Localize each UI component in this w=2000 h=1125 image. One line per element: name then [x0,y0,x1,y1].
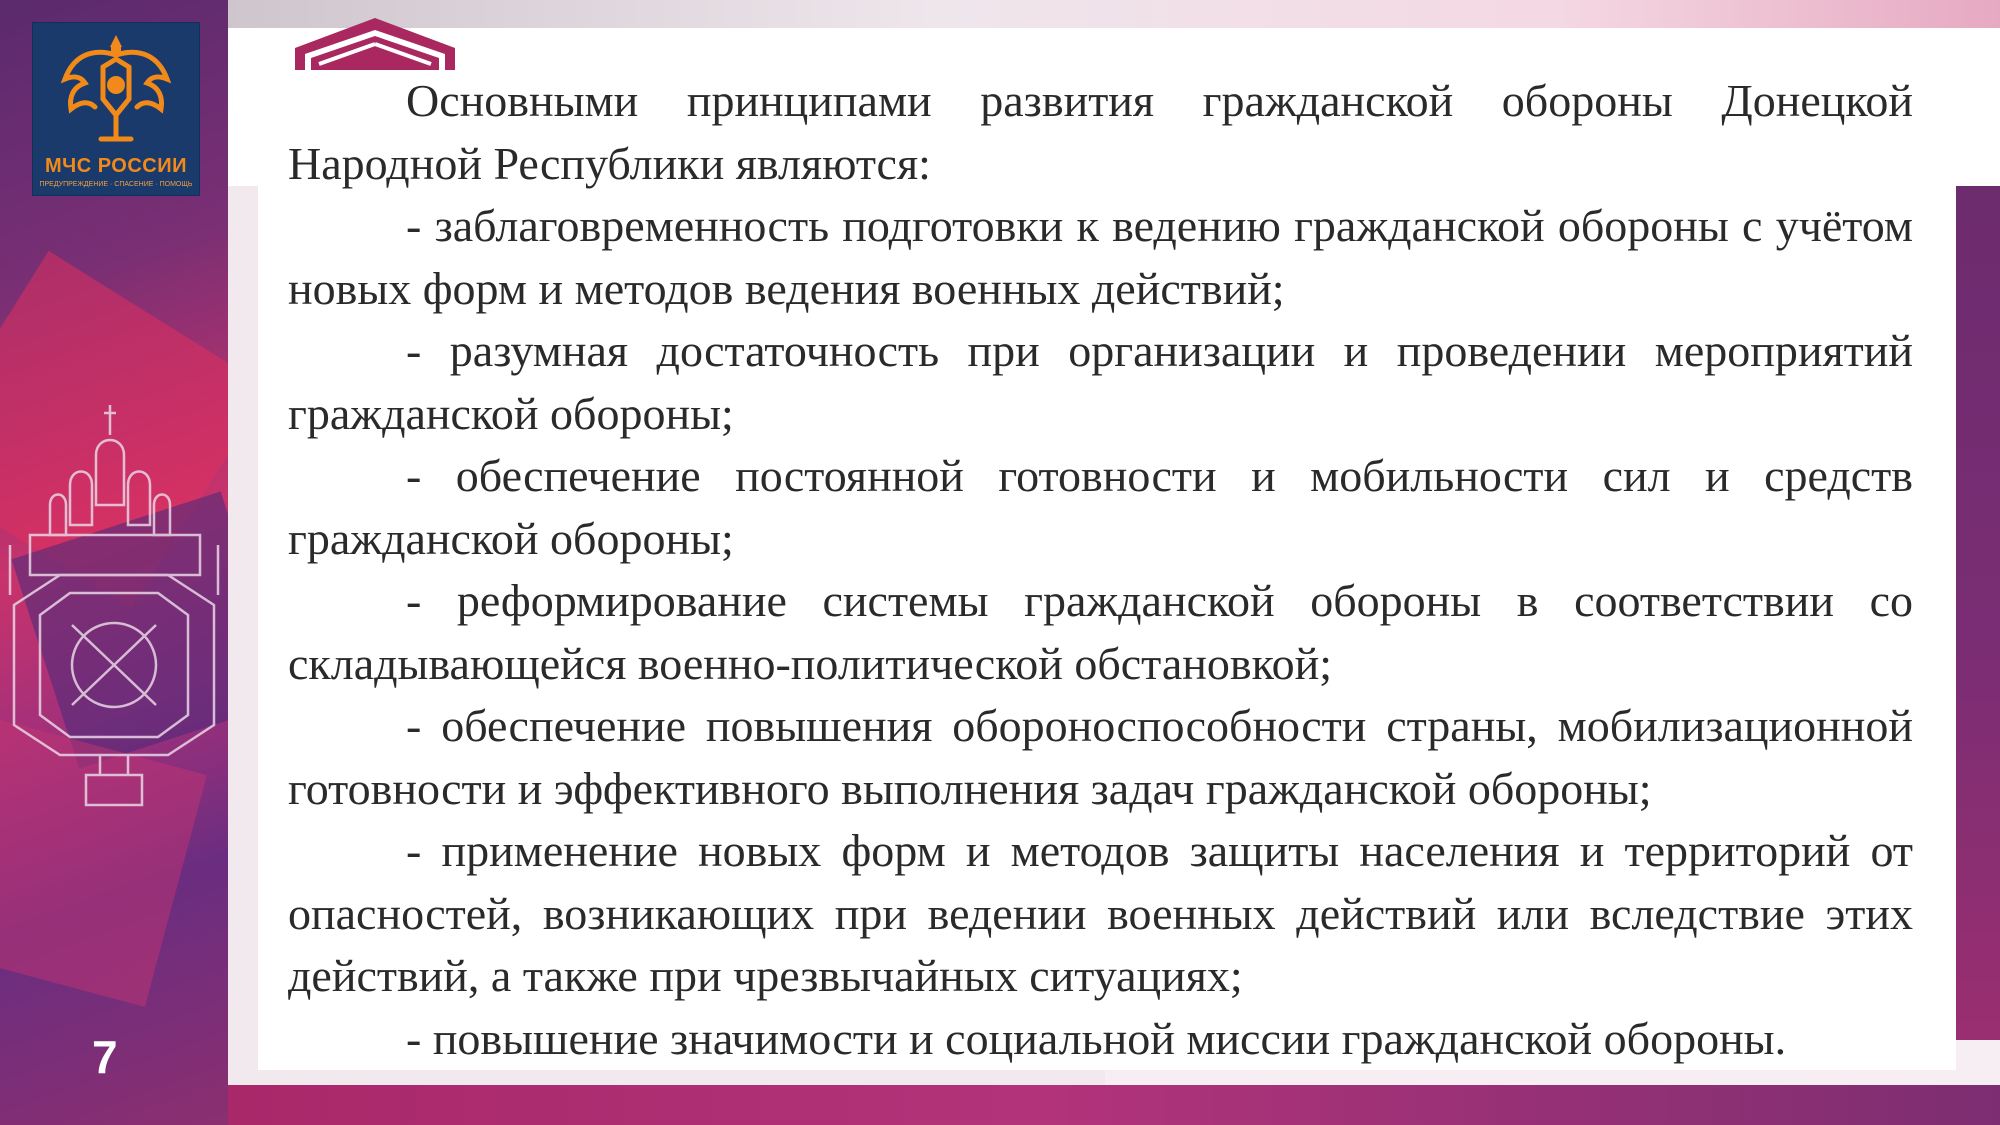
list-item: - обеспечение повышения обороноспособности страны, мобилизационной готовности и эффективного выполнения задач гражданской обороны; [288,700,1913,814]
mchs-logo [32,22,200,196]
list-item: - разумная достаточность при организации и проведении мероприятий гражданской обороны; [288,325,1913,439]
kremlin-outline-icon [0,395,228,815]
right-decor-band [1956,185,2000,1125]
document-body [288,70,1913,1070]
list-item: - применение новых форм и методов защиты населения и территорий от опасностей, возникающих при ведении военных действий или вследствие этих действий, а также при чрезвычайных ситуациях; [288,825,1913,1001]
logo-brand-text: МЧС РОССИИ [45,155,187,177]
list-item: - реформирование системы гражданской обороны в соответствии со складывающейся военно-политической обстановкой; [288,575,1913,689]
list-item: - обеспечение постоянной готовности и мобильности сил и средств гражданской обороны; [288,450,1913,564]
logo-motto-text: ПРЕДУПРЕЖДЕНИЕ · СПАСЕНИЕ · ПОМОЩЬ [39,181,193,188]
emergency-eagle-emblem-icon [51,27,181,157]
roof-ornament-icon [295,18,455,70]
list-item: - повышение значимости и социальной миссии гражданской обороны. [406,1012,1787,1064]
list-item: - заблаговременность подготовки к ведению гражданской обороны с учётом новых форм и методов ведения военных действий; [288,200,1913,314]
top-decor-band [228,0,2000,28]
intro-paragraph: Основными принципами развития гражданской обороны Донецкой Народной Республики являются: [288,75,1913,189]
bottom-decor-band [228,1085,2000,1125]
page-number: 7 [92,1031,118,1083]
